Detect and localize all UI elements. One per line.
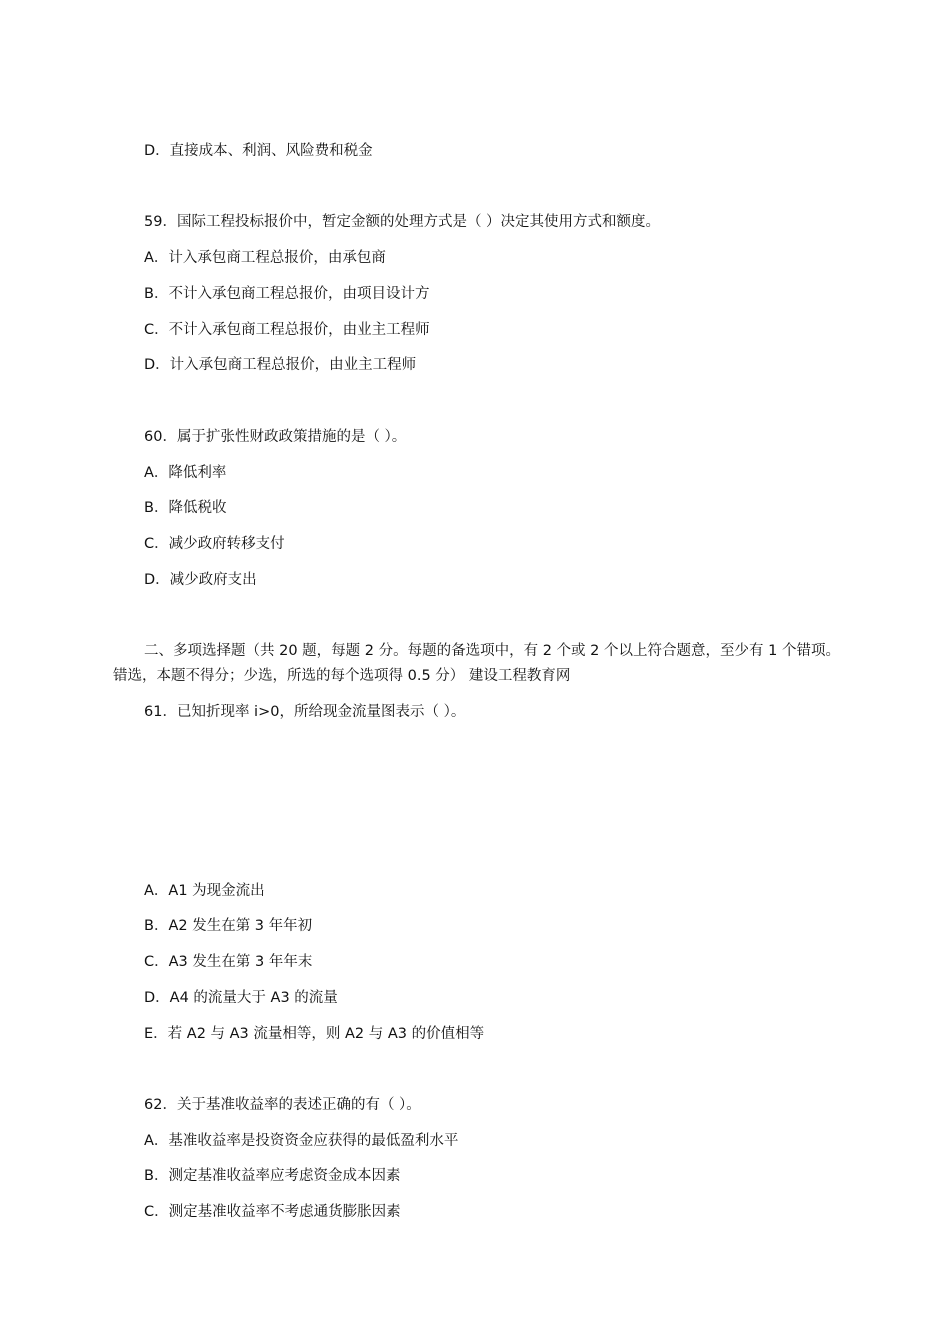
q60-option-a: A．降低利率: [144, 465, 227, 481]
q61-stem: 61．已知折现率 i>0，所给现金流量图表示（ ）。: [144, 704, 466, 720]
q62-option-b: B．测定基准收益率应考虑资金成本因素: [144, 1168, 401, 1184]
q59-stem: 59．国际工程投标报价中，暂定金额的处理方式是（ ）决定其使用方式和额度。: [144, 214, 661, 230]
q59-option-b: B．不计入承包商工程总报价，由项目设计方: [144, 286, 430, 302]
q59-option-d: D．计入承包商工程总报价，由业主工程师: [144, 357, 417, 373]
q62-stem: 62．关于基准收益率的表述正确的有（ ）。: [144, 1097, 421, 1113]
q61-option-b: B．A2 发生在第 3 年年初: [144, 918, 313, 934]
q59-option-a: A．计入承包商工程总报价，由承包商: [144, 250, 386, 266]
q58-option-d: D．直接成本、利润、风险费和税金: [144, 143, 373, 159]
cashflow-diagram-area: [144, 730, 744, 870]
q60-option-d: D．减少政府支出: [144, 572, 257, 588]
q60-option-c: C．减少政府转移支付: [144, 536, 285, 552]
q60-option-b: B．降低税收: [144, 500, 227, 516]
section2-intro-line2: 错选，本题不得分；少选，所选的每个选项得 0.5 分） 建设工程教育网: [113, 668, 571, 684]
q59-option-c: C．不计入承包商工程总报价，由业主工程师: [144, 322, 430, 338]
section2-intro-line1: 二、多项选择题（共 20 题，每题 2 分。每题的备选项中，有 2 个或 2 个以上符合题意，至少有 1 个错项。: [144, 643, 840, 659]
q61-option-a: A．A1 为现金流出: [144, 883, 265, 899]
q62-option-a: A．基准收益率是投资资金应获得的最低盈利水平: [144, 1133, 459, 1149]
q61-option-c: C．A3 发生在第 3 年年末: [144, 954, 313, 970]
q61-option-e: E．若 A2 与 A3 流量相等，则 A2 与 A3 的价值相等: [144, 1026, 485, 1042]
q60-stem: 60．属于扩张性财政政策措施的是（ ）。: [144, 429, 407, 445]
q62-option-c: C．测定基准收益率不考虑通货膨胀因素: [144, 1204, 401, 1220]
q61-option-d: D．A4 的流量大于 A3 的流量: [144, 990, 338, 1006]
